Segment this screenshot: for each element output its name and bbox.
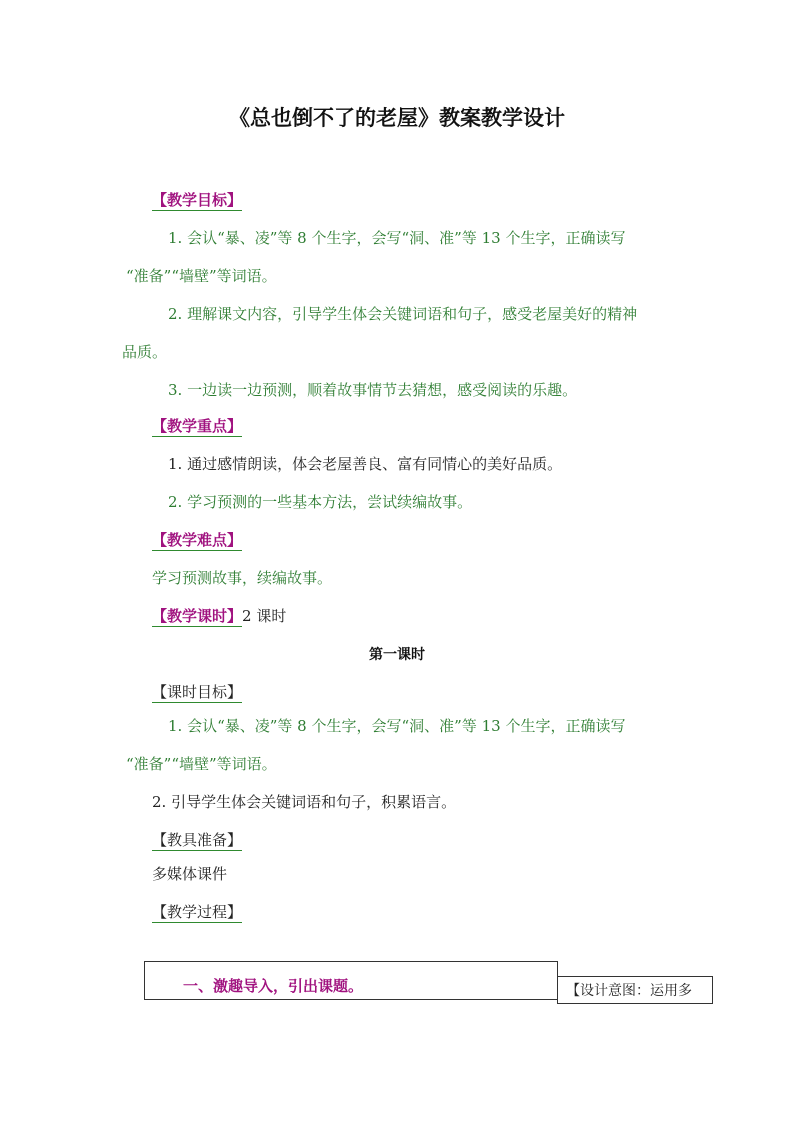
lesson-goal-1-line-1: 1. 会认“暴、凌”等 8 个生字，会写“洞、准”等 13 个生字，正确读写 — [168, 717, 626, 735]
key-points-heading — [152, 416, 242, 436]
design-intent-cell — [557, 976, 713, 1004]
objective-2-line-1: 2. 理解课文内容，引导学生体会关键词语和句子，感受老屋美好的精神 — [168, 305, 638, 323]
lesson-goal-2: 2. 引导学生体会关键词语和句子，积累语言。 — [152, 793, 457, 811]
process-heading — [152, 902, 242, 922]
tools-heading — [152, 830, 242, 850]
objective-3: 3. 一边读一边预测，顺着故事情节去猜想，感受阅读的乐趣。 — [168, 381, 578, 399]
key-points-heading-text: 【教学重点】 — [152, 417, 243, 435]
difficulties-heading — [152, 530, 242, 550]
objectives-heading — [152, 190, 242, 210]
process-heading-text: 【教学过程】 — [152, 903, 243, 921]
objective-1-line-1: 1. 会认“暴、凌”等 8 个生字，会写“洞、准”等 13 个生字，正确读写 — [168, 229, 626, 247]
hours-value: 2 课时 — [242, 607, 287, 625]
design-intent-text: 【设计意图：运用多 — [566, 983, 692, 999]
key-point-1: 1. 通过感情朗读，体会老屋善良、富有同情心的美好品质。 — [168, 455, 563, 473]
process-step-1: 一、激趣导入，引出课题。 — [183, 977, 364, 995]
difficulties-heading-text: 【教学难点】 — [152, 531, 243, 549]
page-title: 《总也倒不了的老屋》教案教学设计 — [229, 105, 565, 130]
process-step-cell — [144, 961, 558, 1000]
objective-1-line-2: “准备”“墙壁”等词语。 — [126, 267, 277, 285]
lesson-goal-1-line-2: “准备”“墙壁”等词语。 — [126, 755, 277, 773]
hours-heading: 【教学课时】 — [152, 607, 243, 625]
objectives-heading-text: 【教学目标】 — [152, 191, 243, 209]
first-lesson-title: 第一课时 — [369, 647, 425, 663]
tools-heading-text: 【教具准备】 — [152, 831, 243, 849]
objective-2-line-2: 品质。 — [122, 343, 168, 361]
lesson-goal-heading-text: 【课时目标】 — [152, 683, 243, 701]
difficulties-text: 学习预测故事，续编故事。 — [152, 569, 333, 587]
key-point-2: 2. 学习预测的一些基本方法，尝试续编故事。 — [168, 493, 473, 511]
lesson-goal-heading — [152, 682, 242, 702]
hours-line — [152, 606, 286, 626]
tools-text: 多媒体课件 — [152, 865, 228, 883]
